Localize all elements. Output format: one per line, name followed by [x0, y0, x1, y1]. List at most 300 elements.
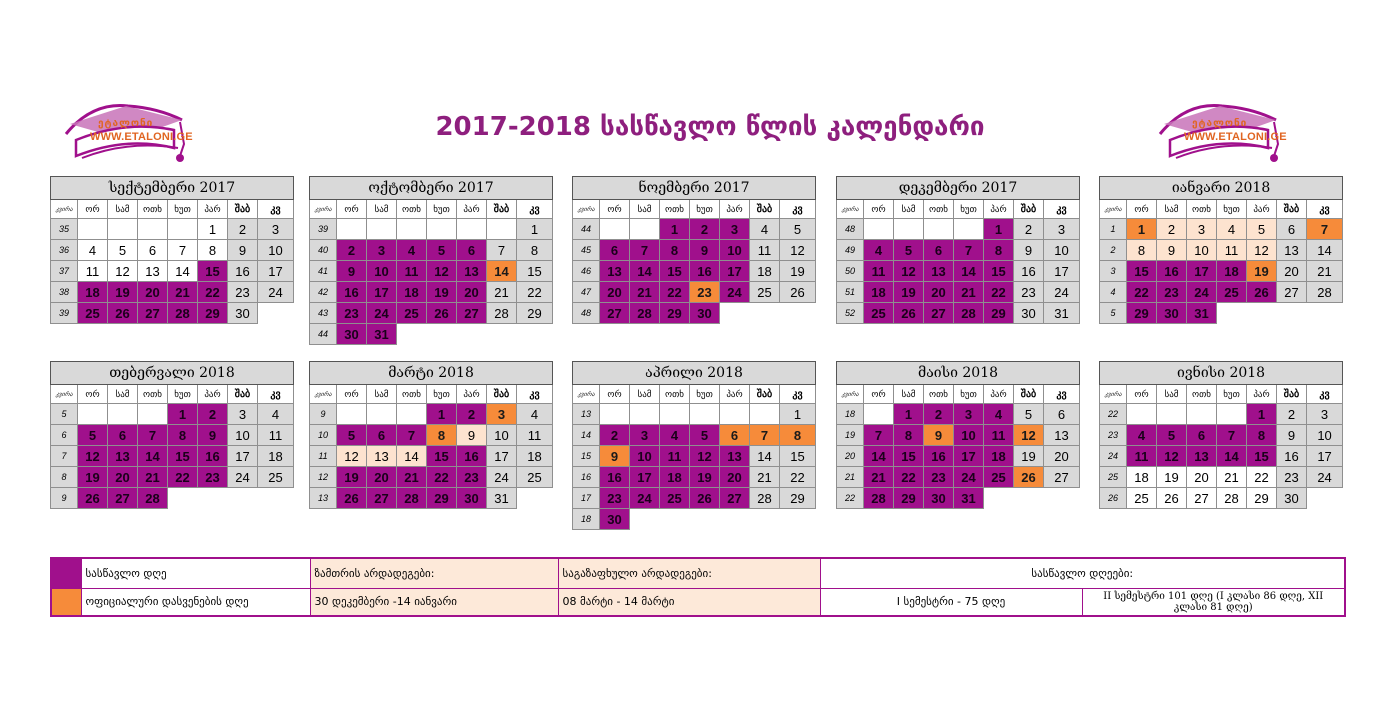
- empty-day-cell: [1307, 488, 1343, 509]
- day-cell: 28: [487, 303, 517, 324]
- weekday-header: შაბ: [1014, 200, 1044, 219]
- day-cell: 3: [630, 425, 660, 446]
- weekday-header: სამ: [1157, 385, 1187, 404]
- day-cell: 27: [1277, 282, 1307, 303]
- day-cell: 11: [864, 261, 894, 282]
- day-cell: 28: [630, 303, 660, 324]
- day-cell: 24: [1187, 282, 1217, 303]
- day-cell: 13: [924, 261, 954, 282]
- week-number: 24: [1100, 446, 1127, 467]
- week-number: 38: [51, 282, 78, 303]
- week-row: [837, 425, 1080, 446]
- logo-brand-text: ეტალონი: [1192, 118, 1248, 129]
- day-cell: 8: [984, 240, 1014, 261]
- weekday-header: შაბ: [750, 385, 780, 404]
- weekday-header: კვ: [1307, 200, 1343, 219]
- weekday-header: სამ: [1157, 200, 1187, 219]
- day-cell: 19: [1157, 467, 1187, 488]
- day-cell: 15: [198, 261, 228, 282]
- day-cell: 21: [1307, 261, 1343, 282]
- day-cell: 26: [894, 303, 924, 324]
- empty-day-cell: [517, 324, 553, 345]
- empty-day-cell: [397, 404, 427, 425]
- week-number: 52: [837, 303, 864, 324]
- week-row: [51, 446, 294, 467]
- day-cell: 4: [660, 425, 690, 446]
- day-cell: 6: [1277, 219, 1307, 240]
- empty-day-cell: [1157, 404, 1187, 425]
- day-cell: 24: [630, 488, 660, 509]
- week-number: 13: [310, 488, 337, 509]
- day-cell: 6: [457, 240, 487, 261]
- empty-day-cell: [600, 219, 630, 240]
- empty-day-cell: [108, 404, 138, 425]
- day-cell: 27: [924, 303, 954, 324]
- semester-1-days: I სემესტრი - 75 დღე: [820, 588, 1082, 616]
- week-number-header: კვირა: [837, 385, 864, 404]
- day-cell: 1: [660, 219, 690, 240]
- day-cell: 27: [1044, 467, 1080, 488]
- day-cell: 7: [138, 425, 168, 446]
- day-cell: 26: [1014, 467, 1044, 488]
- day-cell: 25: [1127, 488, 1157, 509]
- week-number: 7: [51, 446, 78, 467]
- weekday-header: ორ: [337, 385, 367, 404]
- day-cell: 22: [517, 282, 553, 303]
- day-cell: 3: [258, 219, 294, 240]
- week-number-header: კვირა: [1100, 200, 1127, 219]
- day-cell: 7: [1307, 219, 1343, 240]
- weekday-header: ხუთ: [168, 385, 198, 404]
- week-row: [1100, 261, 1343, 282]
- week-number: 50: [837, 261, 864, 282]
- week-row: [837, 240, 1080, 261]
- day-cell: 9: [690, 240, 720, 261]
- empty-day-cell: [1187, 404, 1217, 425]
- day-cell: 11: [258, 425, 294, 446]
- study-day-label: სასწავლო დღე: [81, 558, 310, 588]
- day-cell: 7: [168, 240, 198, 261]
- month-table: [309, 361, 553, 509]
- month-table: [572, 361, 816, 530]
- day-cell: 4: [78, 240, 108, 261]
- empty-day-cell: [864, 219, 894, 240]
- empty-day-cell: [517, 488, 553, 509]
- weekday-header: შაბ: [1014, 385, 1044, 404]
- empty-day-cell: [720, 404, 750, 425]
- day-cell: 30: [924, 488, 954, 509]
- weekday-header: შაბ: [1277, 200, 1307, 219]
- day-cell: 16: [600, 467, 630, 488]
- weekday-header: ოთხ: [1187, 200, 1217, 219]
- day-cell: 23: [337, 303, 367, 324]
- day-cell: 22: [1247, 467, 1277, 488]
- month-table: [50, 176, 294, 324]
- day-cell: 7: [864, 425, 894, 446]
- empty-day-cell: [367, 404, 397, 425]
- week-row: [1100, 488, 1343, 509]
- day-cell: 9: [1277, 425, 1307, 446]
- week-number: 6: [51, 425, 78, 446]
- day-cell: 5: [337, 425, 367, 446]
- week-number: 2: [1100, 240, 1127, 261]
- day-cell: 16: [337, 282, 367, 303]
- week-row: [1100, 425, 1343, 446]
- week-number: 39: [310, 219, 337, 240]
- day-cell: 11: [1217, 240, 1247, 261]
- day-cell: 15: [517, 261, 553, 282]
- month-table: [309, 176, 553, 345]
- week-number: 48: [573, 303, 600, 324]
- day-cell: 11: [1127, 446, 1157, 467]
- day-cell: 9: [600, 446, 630, 467]
- day-cell: 18: [517, 446, 553, 467]
- weekday-header: კვ: [780, 385, 816, 404]
- day-cell: 22: [168, 467, 198, 488]
- day-cell: 8: [780, 425, 816, 446]
- day-cell: 24: [228, 467, 258, 488]
- day-cell: 14: [630, 261, 660, 282]
- weekday-header: ხუთ: [427, 385, 457, 404]
- week-number: 18: [837, 404, 864, 425]
- week-number-header: კვირა: [573, 200, 600, 219]
- day-cell: 24: [954, 467, 984, 488]
- weekday-header: კვ: [517, 385, 553, 404]
- day-cell: 19: [780, 261, 816, 282]
- day-cell: 18: [1217, 261, 1247, 282]
- day-cell: 17: [258, 261, 294, 282]
- day-cell: 27: [367, 488, 397, 509]
- week-row: [310, 404, 553, 425]
- week-number: 21: [837, 467, 864, 488]
- day-cell: 10: [367, 261, 397, 282]
- empty-day-cell: [367, 219, 397, 240]
- day-cell: 31: [1044, 303, 1080, 324]
- week-number: 47: [573, 282, 600, 303]
- day-cell: 3: [1187, 219, 1217, 240]
- week-row: [573, 446, 816, 467]
- week-row: [51, 303, 294, 324]
- day-cell: 26: [1247, 282, 1277, 303]
- empty-day-cell: [1277, 303, 1307, 324]
- day-cell: 12: [108, 261, 138, 282]
- week-number: 25: [1100, 467, 1127, 488]
- day-cell: 8: [168, 425, 198, 446]
- day-cell: 15: [984, 261, 1014, 282]
- day-cell: 4: [984, 404, 1014, 425]
- week-row: [310, 261, 553, 282]
- day-cell: 23: [1157, 282, 1187, 303]
- week-number: 45: [573, 240, 600, 261]
- weekday-header: სამ: [108, 385, 138, 404]
- day-cell: 16: [1014, 261, 1044, 282]
- day-cell: 30: [600, 509, 630, 530]
- day-cell: 7: [487, 240, 517, 261]
- week-row: [310, 446, 553, 467]
- day-cell: 4: [258, 404, 294, 425]
- day-cell: 18: [984, 446, 1014, 467]
- day-cell: 23: [1277, 467, 1307, 488]
- day-cell: 7: [630, 240, 660, 261]
- weekday-header: სამ: [108, 200, 138, 219]
- day-cell: 27: [1187, 488, 1217, 509]
- empty-day-cell: [750, 509, 780, 530]
- day-cell: 10: [228, 425, 258, 446]
- day-cell: 2: [198, 404, 228, 425]
- empty-day-cell: [1217, 404, 1247, 425]
- day-cell: 4: [397, 240, 427, 261]
- week-row: [573, 509, 816, 530]
- day-cell: 20: [1277, 261, 1307, 282]
- day-cell: 11: [660, 446, 690, 467]
- day-cell: 30: [1014, 303, 1044, 324]
- day-cell: 6: [600, 240, 630, 261]
- week-number: 44: [573, 219, 600, 240]
- day-cell: 10: [258, 240, 294, 261]
- day-cell: 13: [1277, 240, 1307, 261]
- study-days-label: სასწავლო დღეები:: [820, 558, 1345, 588]
- day-cell: 5: [108, 240, 138, 261]
- day-cell: 27: [457, 303, 487, 324]
- empty-day-cell: [630, 509, 660, 530]
- week-row: [310, 303, 553, 324]
- week-number: 5: [51, 404, 78, 425]
- day-cell: 1: [780, 404, 816, 425]
- empty-day-cell: [138, 219, 168, 240]
- day-cell: 6: [367, 425, 397, 446]
- day-cell: 31: [1187, 303, 1217, 324]
- empty-day-cell: [1307, 303, 1343, 324]
- day-cell: 16: [457, 446, 487, 467]
- weekday-header: პარ: [198, 200, 228, 219]
- weekday-header: სამ: [894, 385, 924, 404]
- day-cell: 21: [397, 467, 427, 488]
- weekday-header: სამ: [367, 385, 397, 404]
- day-cell: 12: [1247, 240, 1277, 261]
- week-row: [310, 324, 553, 345]
- week-number: 22: [1100, 404, 1127, 425]
- day-cell: 14: [954, 261, 984, 282]
- empty-day-cell: [108, 219, 138, 240]
- day-cell: 29: [1247, 488, 1277, 509]
- weekday-header: ორ: [1127, 385, 1157, 404]
- month-name: მარტი 2018: [310, 362, 553, 385]
- weekday-header: ორ: [337, 200, 367, 219]
- weekday-header: ხუთ: [1217, 385, 1247, 404]
- day-cell: 12: [337, 446, 367, 467]
- day-cell: 6: [924, 240, 954, 261]
- day-cell: 30: [1157, 303, 1187, 324]
- empty-day-cell: [660, 404, 690, 425]
- logo-url-text: WWW.ETALONI.GE: [90, 131, 193, 143]
- day-cell: 13: [108, 446, 138, 467]
- week-row: [51, 488, 294, 509]
- week-row: [51, 261, 294, 282]
- weekday-header: ხუთ: [168, 200, 198, 219]
- week-number: 39: [51, 303, 78, 324]
- week-row: [1100, 467, 1343, 488]
- weekday-header: პარ: [984, 200, 1014, 219]
- month-name: აპრილი 2018: [573, 362, 816, 385]
- day-cell: 14: [1217, 446, 1247, 467]
- day-cell: 16: [924, 446, 954, 467]
- weekday-header: ოთხ: [1187, 385, 1217, 404]
- day-cell: 5: [1157, 425, 1187, 446]
- day-cell: 9: [198, 425, 228, 446]
- day-cell: 14: [138, 446, 168, 467]
- weekday-header: პარ: [984, 385, 1014, 404]
- day-cell: 6: [138, 240, 168, 261]
- week-row: [310, 219, 553, 240]
- day-cell: 20: [1187, 467, 1217, 488]
- day-cell: 13: [600, 261, 630, 282]
- day-cell: 2: [600, 425, 630, 446]
- month-name: ივნისი 2018: [1100, 362, 1343, 385]
- weekday-header: ოთხ: [397, 385, 427, 404]
- weekday-header: პარ: [1247, 385, 1277, 404]
- logo-right: [1156, 100, 1287, 172]
- day-cell: 9: [1014, 240, 1044, 261]
- day-cell: 22: [1127, 282, 1157, 303]
- day-cell: 1: [984, 219, 1014, 240]
- day-cell: 22: [198, 282, 228, 303]
- day-cell: 13: [1044, 425, 1080, 446]
- weekday-header: სამ: [894, 200, 924, 219]
- empty-day-cell: [630, 404, 660, 425]
- day-cell: 20: [720, 467, 750, 488]
- study-day-swatch: [51, 558, 81, 588]
- day-cell: 13: [1187, 446, 1217, 467]
- day-cell: 17: [1187, 261, 1217, 282]
- spring-break-dates: 08 მარტი - 14 მარტი: [558, 588, 820, 616]
- month-table: [1099, 176, 1343, 324]
- week-number-header: კვირა: [51, 200, 78, 219]
- day-cell: 27: [138, 303, 168, 324]
- day-cell: 9: [457, 425, 487, 446]
- day-cell: 1: [1247, 404, 1277, 425]
- day-cell: 3: [228, 404, 258, 425]
- day-cell: 25: [984, 467, 1014, 488]
- day-cell: 15: [660, 261, 690, 282]
- empty-day-cell: [864, 404, 894, 425]
- day-cell: 30: [690, 303, 720, 324]
- day-cell: 6: [1044, 404, 1080, 425]
- day-cell: 20: [367, 467, 397, 488]
- week-number: 37: [51, 261, 78, 282]
- day-cell: 23: [690, 282, 720, 303]
- day-cell: 1: [168, 404, 198, 425]
- day-cell: 15: [427, 446, 457, 467]
- day-cell: 15: [1127, 261, 1157, 282]
- empty-day-cell: [1044, 488, 1080, 509]
- day-cell: 13: [720, 446, 750, 467]
- day-cell: 18: [397, 282, 427, 303]
- empty-day-cell: [660, 509, 690, 530]
- month-name: მაისი 2018: [837, 362, 1080, 385]
- day-cell: 10: [954, 425, 984, 446]
- day-cell: 27: [600, 303, 630, 324]
- empty-day-cell: [487, 324, 517, 345]
- day-cell: 28: [138, 488, 168, 509]
- weekday-header: ორ: [600, 385, 630, 404]
- week-row: [573, 488, 816, 509]
- day-cell: 14: [864, 446, 894, 467]
- empty-day-cell: [78, 404, 108, 425]
- day-cell: 5: [1014, 404, 1044, 425]
- week-number: 16: [573, 467, 600, 488]
- day-cell: 14: [1307, 240, 1343, 261]
- week-number: 46: [573, 261, 600, 282]
- day-cell: 16: [690, 261, 720, 282]
- day-cell: 30: [457, 488, 487, 509]
- day-cell: 17: [954, 446, 984, 467]
- month-table: [50, 361, 294, 509]
- empty-day-cell: [1217, 303, 1247, 324]
- month-name: თებერვალი 2018: [51, 362, 294, 385]
- week-row: [837, 467, 1080, 488]
- day-cell: 30: [1277, 488, 1307, 509]
- day-cell: 19: [427, 282, 457, 303]
- week-number: 44: [310, 324, 337, 345]
- week-row: [837, 446, 1080, 467]
- empty-day-cell: [397, 324, 427, 345]
- day-cell: 15: [1247, 446, 1277, 467]
- day-cell: 26: [427, 303, 457, 324]
- day-cell: 19: [1014, 446, 1044, 467]
- weekday-header: კვ: [258, 385, 294, 404]
- day-cell: 26: [78, 488, 108, 509]
- day-cell: 28: [1307, 282, 1343, 303]
- week-row: [51, 467, 294, 488]
- empty-day-cell: [457, 324, 487, 345]
- week-number: 13: [573, 404, 600, 425]
- day-cell: 19: [108, 282, 138, 303]
- day-cell: 21: [1217, 467, 1247, 488]
- day-cell: 10: [1187, 240, 1217, 261]
- day-cell: 4: [750, 219, 780, 240]
- weekday-header: პარ: [457, 200, 487, 219]
- week-row: [573, 303, 816, 324]
- day-cell: 30: [228, 303, 258, 324]
- day-cell: 25: [1217, 282, 1247, 303]
- weekday-header: კვ: [517, 200, 553, 219]
- day-cell: 31: [487, 488, 517, 509]
- empty-day-cell: [258, 303, 294, 324]
- day-cell: 7: [1217, 425, 1247, 446]
- week-row: [310, 240, 553, 261]
- day-cell: 6: [108, 425, 138, 446]
- day-cell: 21: [168, 282, 198, 303]
- day-cell: 14: [397, 446, 427, 467]
- day-cell: 29: [984, 303, 1014, 324]
- day-cell: 18: [258, 446, 294, 467]
- empty-day-cell: [487, 219, 517, 240]
- weekday-header: ოთხ: [397, 200, 427, 219]
- weekday-header: კვ: [1307, 385, 1343, 404]
- day-cell: 2: [690, 219, 720, 240]
- day-cell: 4: [517, 404, 553, 425]
- weekday-header: ორ: [78, 200, 108, 219]
- day-cell: 1: [894, 404, 924, 425]
- week-number: 40: [310, 240, 337, 261]
- day-cell: 8: [660, 240, 690, 261]
- week-number-header: კვირა: [573, 385, 600, 404]
- week-number: 11: [310, 446, 337, 467]
- week-number: 5: [1100, 303, 1127, 324]
- day-cell: 21: [138, 467, 168, 488]
- day-cell: 23: [600, 488, 630, 509]
- day-cell: 1: [517, 219, 553, 240]
